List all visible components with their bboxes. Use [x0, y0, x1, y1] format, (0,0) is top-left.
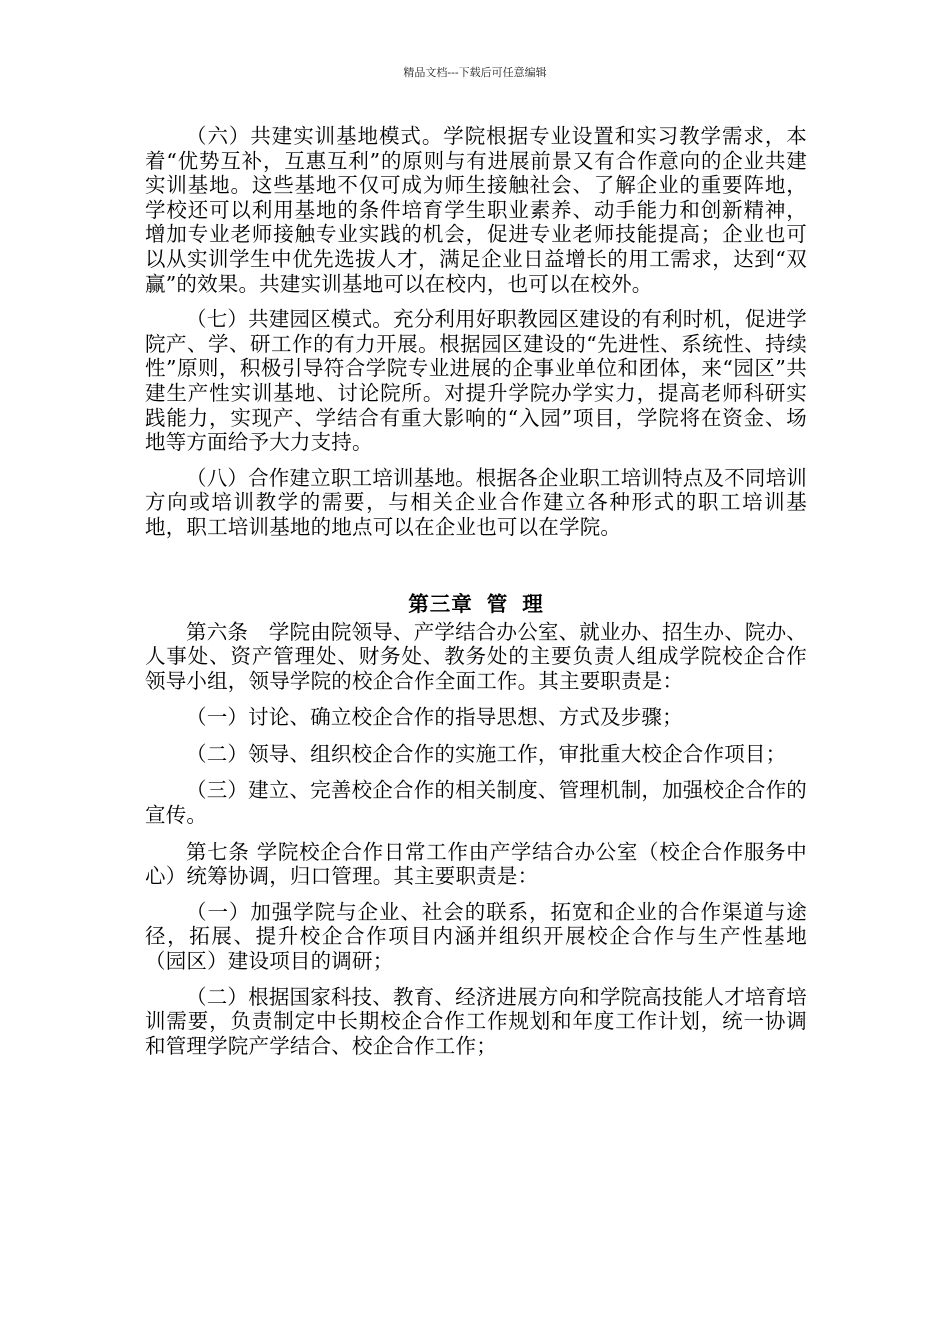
article-7-item-1: （一）加强学院与企业、社会的联系，拓宽和企业的合作渠道与途径，拓展、提升校企合作项目内涵并组织开展校企合作与生产性基地（园区）建设项目的调研； [145, 899, 807, 974]
paragraph-6: （六）共建实训基地模式。学院根据专业设置和实习教学需求，本着“优势互补，互惠互利”的原则与有进展前景又有合作意向的企业共建实训基地。这些基地不仅可成为师生接触社会、了解企业的重要阵地，学校还可以利用基地的条件培育学生职业素养、动手能力和创新精神，增加专业老师接触专业实践的机会，促进专业老师技能提高；企业也可以从实训学生中优先选拔人才，满足企业日益增长的用工需求，达到“双赢”的效果。共建实训基地可以在校内，也可以在校外。 [145, 124, 807, 296]
article-6-item-1: （一）讨论、确立校企合作的指导思想、方式及步骤； [186, 705, 683, 730]
page-header: 精品文档---下载后可任意编辑 [403, 66, 547, 79]
article-7: 第七条 学院校企合作日常工作由产学结合办公室（校企合作服务中心）统筹协调，归口管理。其主要职责是： [145, 839, 807, 889]
chapter-title: 第三章 管 理 [408, 591, 544, 616]
article-6-item-2: （二）领导、组织校企合作的实施工作，审批重大校企合作项目； [186, 741, 787, 766]
paragraph-8: （八）合作建立职工培训基地。根据各企业职工培训特点及不同培训方向或培训教学的需要，与相关企业合作建立各种形式的职工培训基地，职工培训基地的地点可以在企业也可以在学院。 [145, 465, 807, 539]
article-6-item-3: （三）建立、完善校企合作的相关制度、管理机制，加强校企合作的宣传。 [145, 778, 807, 828]
article-6: 第六条 学院由院领导、产学结合办公室、就业办、招生办、院办、人事处、资产管理处、财务处、教务处的主要负责人组成学院校企合作领导小组，领导学院的校企合作全面工作。其主要职责是： [145, 619, 807, 693]
paragraph-7: （七）共建园区模式。充分利用好职教园区建设的有利时机，促进学院产、学、研工作的有力开展。根据园区建设的“先进性、系统性、持续性”原则，积极引导符合学院专业进展的企事业单位和团体，来“园区”共建生产性实训基地、讨论院所。对提升学院办学实力，提高老师科研实践能力，实现产、学结合有重大影响的“入园”项目，学院将在资金、场地等方面给予大力支持。 [145, 307, 807, 455]
document-body [145, 124, 807, 1058]
article-7-item-2: （二）根据国家科技、教育、经济进展方向和学院高技能人才培育培训需要，负责制定中长期校企合作工作规划和年度工作计划，统一协调和管理学院产学结合、校企合作工作； [145, 984, 807, 1058]
